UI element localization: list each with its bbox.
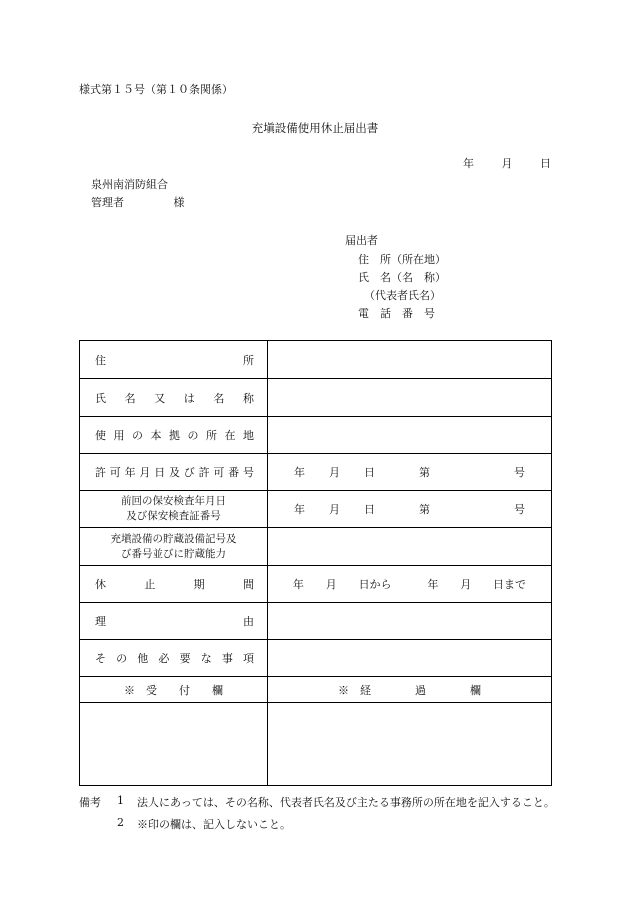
label-char: 地 xyxy=(243,429,254,442)
label-char: 号 xyxy=(242,466,254,479)
label-char: 在 xyxy=(224,429,236,442)
label-char: 月 xyxy=(139,466,151,479)
reception-box xyxy=(80,703,268,786)
label-cell xyxy=(80,454,268,491)
addressee-manager xyxy=(91,194,185,210)
label-char: 項 xyxy=(242,652,254,665)
label-cell xyxy=(80,528,268,566)
label-char: 氏 xyxy=(95,391,106,405)
label-char: 番 xyxy=(228,466,240,479)
row-reason xyxy=(80,603,552,640)
value-address[interactable] xyxy=(268,341,552,379)
label-char: 要 xyxy=(179,652,191,665)
row-office-boxes xyxy=(80,703,552,786)
document-title: 充塡設備使用休止届出書 xyxy=(251,121,379,135)
to-year: 年 xyxy=(427,578,439,591)
note-item-2 xyxy=(79,816,555,832)
value-other[interactable] xyxy=(268,640,552,677)
row-storage xyxy=(80,528,552,566)
label-char: 名 xyxy=(124,391,136,405)
value-suspension-period[interactable] xyxy=(268,566,552,603)
label-char: は xyxy=(183,391,195,405)
note-number-1: 1 xyxy=(117,794,124,807)
label-inspection-line1: 前回の保安検査年月日 xyxy=(121,495,226,507)
notes-prefix: 備考 xyxy=(79,796,101,809)
label-cell xyxy=(80,640,268,677)
label-cell xyxy=(80,566,268,603)
label-char: び xyxy=(183,466,195,479)
label-cell xyxy=(80,417,268,454)
label-char: 事 xyxy=(221,652,233,665)
label-char: 由 xyxy=(243,615,254,628)
label-permit xyxy=(95,464,254,480)
label-char: な xyxy=(200,652,212,665)
label-char: 本 xyxy=(150,429,162,442)
permit-month: 月 xyxy=(329,466,340,479)
progress-box xyxy=(268,703,552,786)
label-char: 他 xyxy=(137,652,149,665)
label-location xyxy=(95,427,254,443)
note-item-1 xyxy=(79,794,555,810)
label-char: 日 xyxy=(154,466,166,479)
label-char: 拠 xyxy=(169,429,180,442)
label-char: 年 xyxy=(124,466,136,479)
label-cell xyxy=(80,491,268,528)
label-cell xyxy=(80,603,268,640)
value-storage[interactable] xyxy=(268,528,552,566)
permit-day: 日 xyxy=(364,466,375,479)
applicant-address: 住 所（所在地） xyxy=(358,253,446,266)
label-cell xyxy=(80,379,268,417)
label-char: 必 xyxy=(158,652,170,665)
row-office-headers xyxy=(80,677,552,703)
date-month: 月 xyxy=(501,157,513,170)
row-address xyxy=(80,341,552,379)
addressee-organization: 泉州南消防組合 xyxy=(91,178,168,191)
label-char: 用 xyxy=(113,429,125,442)
date-year: 年 xyxy=(463,157,474,170)
label-char: 止 xyxy=(144,578,156,591)
note-number-2: 2 xyxy=(117,816,124,829)
sama-label: 様 xyxy=(173,196,185,209)
label-storage-line2: び番号並びに貯蔵能力 xyxy=(121,547,226,560)
label-char: の xyxy=(132,429,143,442)
value-reason[interactable] xyxy=(268,603,552,640)
applicant-heading: 届出者 xyxy=(345,234,378,247)
application-table xyxy=(79,340,552,786)
inspection-day: 日 xyxy=(364,503,375,516)
label-char: 及 xyxy=(168,466,180,479)
value-inspection[interactable] xyxy=(268,491,552,528)
permit-year: 年 xyxy=(294,466,305,479)
label-char: そ xyxy=(95,652,106,665)
label-storage-line1: 充塡設備の貯蔵設備記号及 xyxy=(110,532,237,545)
from-day: 日から xyxy=(358,578,392,591)
inspection-go: 号 xyxy=(514,503,525,516)
label-char: 所 xyxy=(206,429,217,442)
label-char: 許 xyxy=(198,466,210,479)
label-char: 称 xyxy=(242,391,254,405)
from-year: 年 xyxy=(292,578,304,591)
row-inspection xyxy=(80,491,552,528)
label-suspension-period xyxy=(95,576,254,592)
form-number: 様式第１５号（第１０条関係） xyxy=(79,83,233,96)
label-char: 住 xyxy=(95,353,106,367)
label-char: 許 xyxy=(95,466,106,479)
applicant-phone: 電 話 番 号 xyxy=(358,307,435,320)
inspection-dai: 第 xyxy=(419,503,430,516)
permit-dai: 第 xyxy=(419,466,430,479)
applicant-representative: （代表者氏名） xyxy=(364,289,441,302)
label-name xyxy=(95,390,254,406)
label-char: 期 xyxy=(193,578,205,591)
note-text-1: 法人にあっては、その名称、代表者氏名及び主たる事務所の所在地を記入すること。 xyxy=(137,796,555,809)
row-other xyxy=(80,640,552,677)
label-char: 所 xyxy=(243,353,254,367)
label-char: 間 xyxy=(242,578,254,591)
label-inspection-line2: 及び保安検査証番号 xyxy=(126,510,221,522)
label-char: 又 xyxy=(154,391,166,405)
row-location xyxy=(80,417,552,454)
note-text-2: ※印の欄は、記入しないこと。 xyxy=(137,818,291,831)
manager-label: 管理者 xyxy=(91,196,124,209)
row-name xyxy=(80,379,552,417)
applicant-name: 氏 名（名 称） xyxy=(358,271,446,284)
date-day: 日 xyxy=(540,157,551,170)
row-permit xyxy=(80,454,552,491)
label-char: 使 xyxy=(95,429,106,442)
label-char: 可 xyxy=(213,466,225,479)
value-name[interactable] xyxy=(268,379,552,417)
label-other xyxy=(95,650,254,666)
inspection-month: 月 xyxy=(329,503,340,516)
label-char: の xyxy=(187,429,199,442)
value-location[interactable] xyxy=(268,417,552,454)
label-address xyxy=(95,352,254,368)
to-month: 月 xyxy=(460,578,472,591)
row-suspension-period xyxy=(80,566,552,603)
label-char: 理 xyxy=(95,615,106,628)
date-line xyxy=(463,155,551,171)
label-char: 可 xyxy=(109,466,121,479)
label-char: 休 xyxy=(95,578,106,591)
from-month: 月 xyxy=(325,578,337,591)
progress-header: ※ 経 過 欄 xyxy=(268,677,552,703)
label-reason xyxy=(95,613,254,629)
label-char: の xyxy=(116,652,128,665)
notes xyxy=(79,794,555,832)
to-day: 日まで xyxy=(493,578,527,591)
label-cell xyxy=(80,341,268,379)
reception-header: ※ 受 付 欄 xyxy=(80,677,268,703)
value-permit[interactable] xyxy=(268,454,552,491)
inspection-year: 年 xyxy=(294,503,305,516)
label-char: 名 xyxy=(213,391,225,405)
permit-go: 号 xyxy=(514,466,525,479)
